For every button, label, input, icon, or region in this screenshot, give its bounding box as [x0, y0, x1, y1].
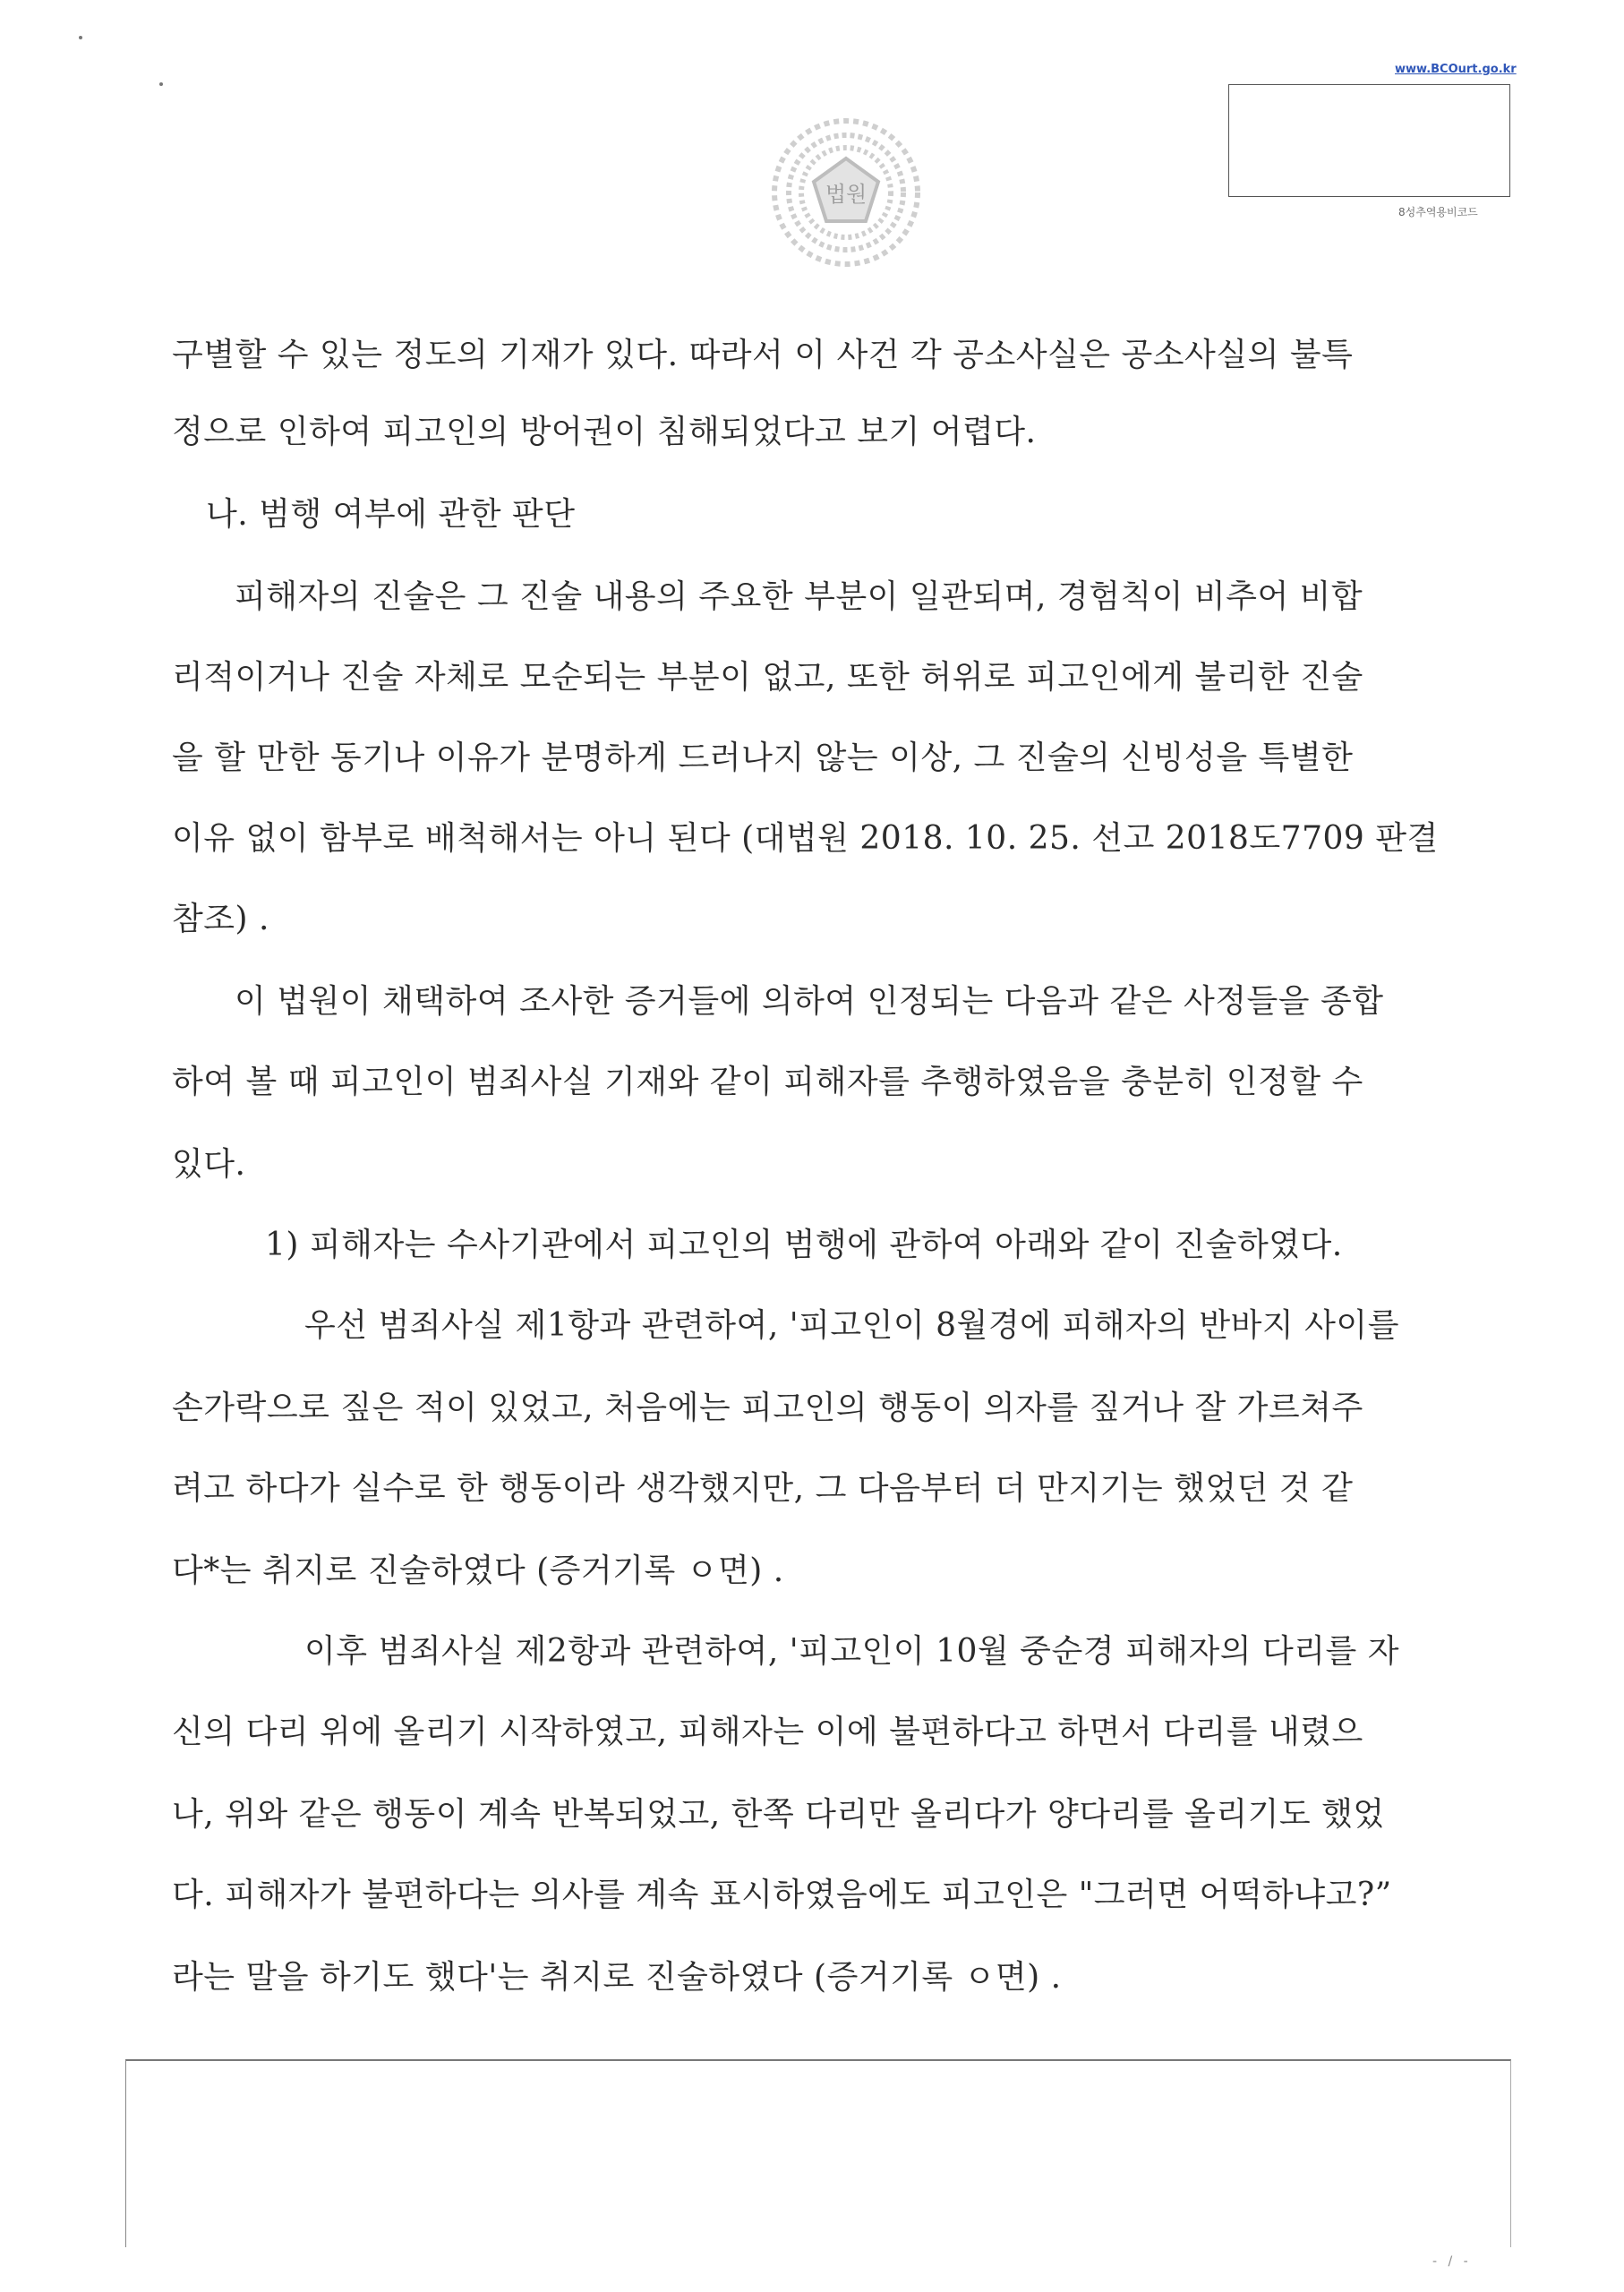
emblem-text: 법원: [825, 182, 868, 207]
scan-speck: [159, 82, 163, 86]
court-url-link[interactable]: www.BCOurt.go.kr: [1395, 63, 1517, 76]
body-line-8: 참조) .: [172, 901, 269, 937]
body-line-14: 손가락으로 짚은 적이 있었고, 처음에는 피고인의 행동이 의자를 짚거나 잘 가르쳐주: [172, 1390, 1363, 1426]
section-heading: 나. 범행 여부에 관한 판단: [206, 496, 576, 533]
body-line-17: 이후 범죄사실 제2항과 관련하여, '피고인이 10월 중순경 피해자의 다리를 자: [304, 1633, 1400, 1670]
body-line-5: 리적이거나 진술 자체로 모순되는 부분이 없고, 또한 허위로 피고인에게 불리한 진술: [172, 659, 1363, 696]
body-line-10: 하여 볼 때 피고인이 범죄사실 기재와 같이 피해자를 추행하였음을 충분히 인정할 수: [172, 1064, 1363, 1100]
body-line-7: 이유 없이 함부로 배척해서는 아니 된다 (대법원 2018. 10. 25. 선고 2018도7709 판결: [172, 820, 1439, 857]
body-line-15: 려고 하다가 실수로 한 행동이라 생각했지만, 그 다음부터 더 만지기는 했었던 것 같: [172, 1470, 1354, 1507]
body-line-2: 정으로 인하여 피고인의 방어권이 침해되었다고 보기 어렵다.: [172, 414, 1037, 450]
body-line-1: 구별할 수 있는 정도의 기재가 있다. 따라서 이 사건 각 공소사실은 공소사실의 불특: [172, 337, 1354, 373]
page-marker: - / -: [1432, 2254, 1472, 2269]
body-line-11: 있다.: [172, 1146, 246, 1183]
footer-box: [125, 2059, 1511, 2247]
body-line-4: 피해자의 진술은 그 진술 내용의 주요한 부분이 일관되며, 경험칙이 비추어 비합: [235, 578, 1363, 615]
scan-speck: [79, 36, 82, 39]
list-item-1: 1) 피해자는 수사기관에서 피고인의 범행에 관하여 아래와 같이 진술하였다.: [265, 1227, 1343, 1263]
court-emblem-icon: [756, 103, 936, 282]
body-line-16: 다*는 취지로 진술하였다 (증거기록 ㅇ면) .: [172, 1552, 784, 1589]
body-line-18: 신의 다리 위에 올리기 시작하였고, 피해자는 이에 불편하다고 하면서 다리를 내렸으: [172, 1714, 1363, 1750]
body-line-20: 다. 피해자가 불편하다는 의사를 계속 표시하였음에도 피고인은 "그러면 어떡하냐고?”: [172, 1877, 1392, 1913]
body-line-13: 우선 범죄사실 제1항과 관련하여, '피고인이 8월경에 피해자의 반바지 사이를: [304, 1307, 1399, 1344]
body-line-9: 이 법원이 채택하여 조사한 증거들에 의하여 인정되는 다음과 같은 사정들을 종합: [235, 983, 1384, 1020]
barcode-box: [1228, 84, 1510, 197]
body-line-21: 라는 말을 하기도 했다'는 취지로 진술하였다 (증거기록 ㅇ면) .: [172, 1959, 1062, 1996]
barcode-caption: 8성추역용비코드: [1398, 206, 1478, 218]
body-line-19: 나, 위와 같은 행동이 계속 반복되었고, 한쪽 다리만 올리다가 양다리를 올리기도 했었: [172, 1796, 1385, 1833]
body-line-6: 을 할 만한 동기나 이유가 분명하게 드러나지 않는 이상, 그 진술의 신빙성을 특별한: [172, 740, 1354, 776]
